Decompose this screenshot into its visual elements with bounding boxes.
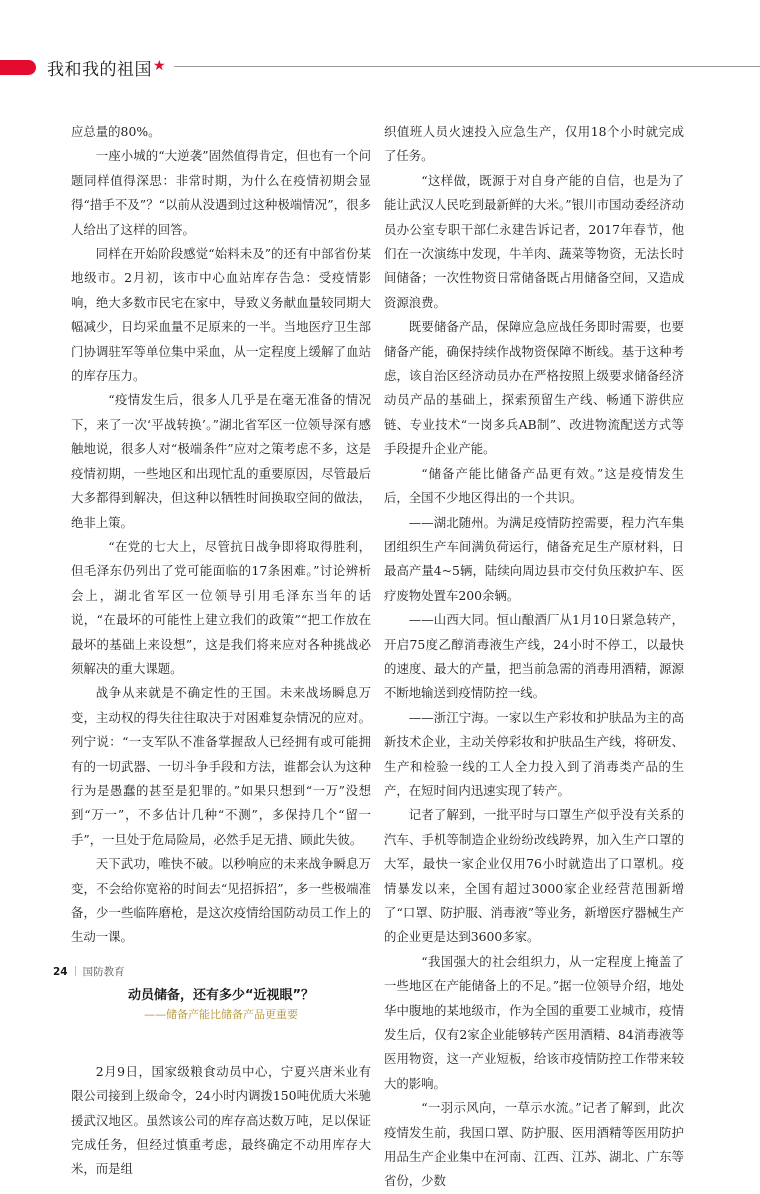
paragraph: 天下武功，唯快不破。以秒响应的未来战争瞬息万变，不会给你宽裕的时间去“见招拆招”，多一些极端准备，少一些临阵磨枪，是这次疫情给国防动员工作上的生动一课。: [71, 856, 371, 945]
paragraph: 织值班人员火速投入应急生产，仅用18个小时就完成了任务。: [384, 124, 684, 164]
paragraph: “储备产能比储备产品更有效。”这是疫情发生后，全国不少地区得出的一个共识。: [384, 465, 684, 506]
section-subheading: ——储备产能比储备产品更重要: [144, 1007, 298, 1021]
right-column: [384, 120, 684, 1194]
page-number: 24: [53, 966, 68, 978]
paragraph: 同样在开始阶段感觉“始料未及”的还有中部省份某地级市。2月初，该市中心血站库存告急：受疫情影响，绝大多数市民宅在家中，导致义务献血量较同期大幅减少，日均采血量不足原来的一半。当地医疗卫生部门协调驻军等单位集中采血，从一定程度上缓解了血站的库存压力。: [71, 246, 371, 384]
paragraph: ——山西大同。恒山酿酒厂从1月10日紧急转产，开启75度乙醇消毒液生产线，24小时不停工，以最快的速度、最大的产量，把当前急需的消毒用酒精，源源不断地输送到疫情防控一线。: [384, 612, 684, 701]
star-icon: ★: [153, 58, 166, 74]
paragraph: “疫情发生后，很多人几乎是在毫无准备的情况下，来了一次‘平战转换’。”湖北省军区一位领导深有感触地说，很多人对“极端条件”应对之策考虑不多，这是疫情初期，一些地区和出现忙乱的重要原因，尽管最后大多都得到解决，但这种以牺牲时间换取空间的做法，绝非上策。: [71, 392, 371, 530]
section-title: 我和我的祖国: [47, 60, 152, 80]
page-header: [0, 52, 760, 82]
paragraph: 应总量的80%。: [71, 124, 161, 139]
paragraph: 战争从来就是不确定性的王国。未来战场瞬息万变，主动权的得失往往取决于对困难复杂情况的应对。列宁说：“一支军队不准备掌握敌人已经拥有或可能拥有的一切武器、一切斗争手段和方法，谁都会认为这种行为是愚蠢的甚至是犯罪的。”如果只想到“一万”没想到“万一”，不多估计几种“不测”，多保持几个“留一手”，一旦处于危局险局，必然手足无措、顾此失彼。: [71, 685, 371, 847]
paragraph: 记者了解到，一批平时与口罩生产似乎没有关系的汽车、手机等制造企业纷纷改线跨界，加入生产口罩的大军，最快一家企业仅用76小时就造出了口罩机。疫情暴发以来，全国有超过3000家企业经营范围新增了“口罩、防护服、消毒液”等业务，新增医疗器械生产的企业更是达到3600多家。: [384, 807, 684, 945]
paragraph: ——浙江宁海。一家以生产彩妆和护肤品为主的高新技术企业，主动关停彩妆和护肤品生产线，将研发、生产和检验一线的工人全力投入到了消毒类产品的生产，在短时间内迅速实现了转产。: [384, 709, 684, 798]
paragraph: 2月9日，国家级粮食动员中心，宁夏兴唐米业有限公司接到上级命令，24小时内调拨150吨优质大米驰援武汉地区。虽然该公司的库存高达数万吨，足以保证完成任务，但经过慎重考虑，最终确定不动用库存大米，而是组: [71, 1063, 371, 1177]
left-column: [71, 120, 371, 1182]
magazine-name: 国防教育: [82, 966, 125, 978]
section-heading: 动员储备，还有多少“近视眼”？: [127, 987, 315, 1003]
accent-bar: [0, 60, 36, 75]
paragraph: “我国强大的社会组织力，从一定程度上掩盖了一些地区在产能储备上的不足。”据一位领导介绍，地处华中腹地的某地级市，作为全国的重要工业城市，疫情发生后，仅有2家企业能够转产医用酒精、84消毒液等医用物资，这一产业短板，给该市疫情防控工作带来较大的影响。: [384, 953, 684, 1091]
paragraph: ——湖北随州。为满足疫情防控需要，程力汽车集团组织生产车间满负荷运行，储备充足生产原材料，日最高产量4~5辆，陆续向周边县市交付负压救护车、医疗废物处置车200余辆。: [384, 514, 684, 603]
paragraph: “在党的七大上，尽管抗日战争即将取得胜利，但毛泽东仍列出了党可能面临的17条困难。”讨论辨析会上，湖北省军区一位领导引用毛泽东当年的话说，“在最坏的可能性上建立我们的政策”“把工作放在最坏的基础上来设想”，这是我们将来应对各种挑战必须解决的重大课题。: [71, 538, 371, 676]
paragraph: “这样做，既源于对自身产能的自信，也是为了能让武汉人民吃到最新鲜的大米。”银川市国动委经济动员办公室专职干部仁永建告诉记者，2017年春节，他们在一次演练中发现，牛羊肉、蔬菜等物资，无法长时间储备；一次性物资日常储备既占用储备空间，又造成资源浪费。: [384, 172, 684, 310]
page-footer: [53, 964, 125, 979]
header-divider: [174, 66, 760, 67]
paragraph: 一座小城的“大逆袭”固然值得肯定，但也有一个问题同样值得深思：非常时期，为什么在疫情初期会显得“措手不及”？“以前从没遇到过这种极端情况”，很多人给出了这样的回答。: [71, 148, 371, 237]
paragraph: “一羽示风向，一草示水流。”记者了解到，此次疫情发生前，我国口罩、防护服、医用酒精等医用防护用品生产企业集中在河南、江西、江苏、湖北、广东等省份，少数: [384, 1100, 684, 1189]
paragraph: 既要储备产品，保障应急应战任务即时需要，也要储备产能，确保持续作战物资保障不断线。基于这种考虑，该自治区经济动员办在严格按照上级要求储备经济动员产品的基础上，探索预留生产线、畅通下游供应链、专业技术“一岗多兵AB制”、改进物流配送方式等手段提升企业产能。: [384, 319, 684, 457]
footer-separator: [75, 966, 76, 976]
